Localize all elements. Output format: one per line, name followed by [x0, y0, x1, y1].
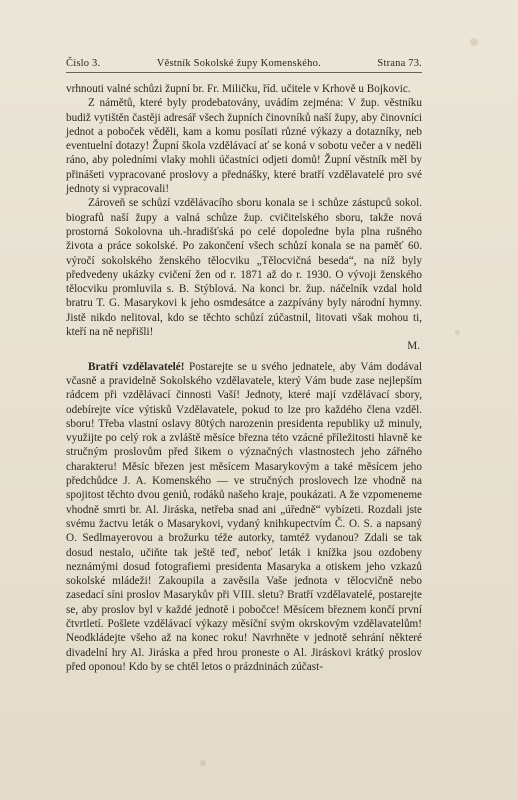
- appeal-lead: Bratří vzdělavatelé!: [88, 360, 185, 373]
- appeal-paragraph: [66, 360, 422, 675]
- journal-title: Věstník Sokolské župy Komenského.: [156, 58, 321, 69]
- page-number: Strana 73.: [377, 58, 422, 69]
- paper-stain: [200, 760, 206, 766]
- page-header: [66, 58, 422, 73]
- appeal-text: Postarejte se u svého jednatele, aby Vám dodával včasně a pravidelně Sokolského vzdělavatele, který Vám bude zase nejlepším rádcem při vzdělávací činnosti Vaší! Jednoty, které mají vzdělávací sbory, odebírejte více výtisků Vzdělavatele, pokud to lze pro každého člena vzděl. sboru! Třeba vlastní oslavy 80tých narozenin presidenta republiky už minuly, využijte po celý rok a zvláště měsíce března této vzácné příležitosti hlavně ke stručným proslovům před šikem o význačných vlastnostech jeho zářného charakteru! Měsíc březen jest měsícem Masarykovým a také měsícem jeho předchůdce J. A. Komenského — ve stručných proslovech lze vhodně na spojitost těchto dvou geniů, rodáků našeho kraje, poukázati. A že vzpomeneme vhodně smrti br. Al. Jiráska, netřeba snad ani „úředně“ vybízeti. Rozdali jste svému žactvu leták o Masarykovi, vydaný knihkupectvím Č. O. S. a napsaný O. Sedlmayerovou a brožurku téže autorky, tamtéž vydanou? Zdali se tak dosud nestalo, učiňte tak ještě teď, neboť leták i knížka jsou ozdobeny neznámými dosud fotografiemi presidenta Masaryka a otiskem jeho vzkazů sokolské mládeži! Zakoupila a zavěsila Vaše jednota v tělocvičně nebo zasedací síni proslov Masarykův při VIII. sletu? Bratří vzdělavatelé, postarejte se, aby proslov byl v každé jednotě i pobočce! Měsícem březnem končí první čtvrtletí. Pošlete vzdělávací výkazy měsíční svým okrskovým vzdělavatelům! Neodkládejte všeho až na konec roku! Navrhněte v jednotě sehrání některé divadelní hry Al. Jiráska a před hrou proneste o Al. Jiráskovi krátký proslov před oponou! Kdo by se chtěl letos o prázdninách zúčast-: [66, 360, 422, 673]
- paragraph: vrhnouti valné schůzi župní br. Fr. Miličku, říd. učitele v Krhově u Bojkovic.: [66, 83, 411, 95]
- article-body: [66, 82, 422, 674]
- paragraph: Z námětů, které byly prodebatovány, uvádím zejména: V žup. věstníku budiž vytištěn častěji adresář všech župních činovníků naší župy, aby činovníci jednot a poboček věděli, kam a komu posílati různé výkazy a dotazníky, neb eventuelní dotazy! Župní škola vzdělávací ať se koná v sobotu večer a v neděli ráno, aby poledními vlaky mohli účastníci odjeti domů! Župní věstník měl by přinášeti vypracované proslovy a přednášky, které bratří vzdělavatelé pro své jednoty si vypracovali!: [66, 97, 422, 196]
- paragraph: Zároveň se schůzí vzdělávacího sboru konala se i schůze zástupců sokol. biografů naší župy a valná schůze žup. cvičitelského sboru, takže nová prostorná Sokolovna uh.-hradišťská po celé dopoledne byla plna rušného života a práce sokolské. Po zakončení všech schůzí konala se na paměť 60. výročí sokolského ženského tělocviku „Tělocvičná beseda“, na níž byly předvedeny ukázky cvičení žen od r. 1871 až do r. 1930. O vývoji ženského tělocviku promluvila s. B. Stýblová. Na konci br. žup. náčelník vzdal hold bratru T. G. Masarykovi k jeho osmdesátce a zazpívány byly národní hymny. Jistě nikdo nelitoval, kdo se těchto schůzí zúčastnil, litovati však mohou ti, kteří na ně nepřišli!: [66, 197, 422, 339]
- signature: M.: [407, 340, 420, 353]
- paper-stain: [470, 38, 478, 46]
- issue-number: Číslo 3.: [66, 58, 101, 69]
- paper-stain: [455, 330, 460, 335]
